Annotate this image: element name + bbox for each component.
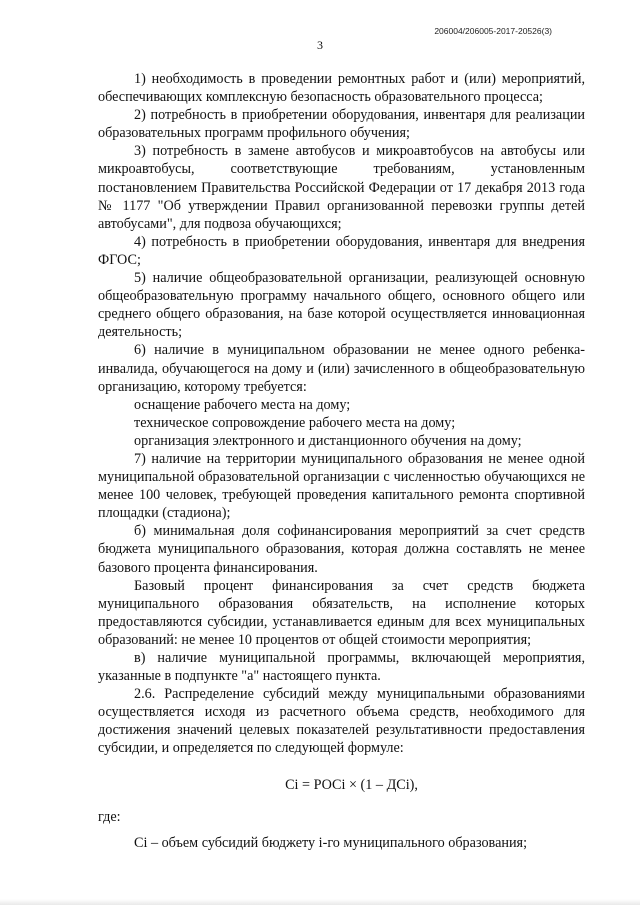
paragraph-2-6: 2.6. Распределение субсидий между муниципальными образованиями осуществляется исходя из расчетного объема средств, необходимого для достижения значений целевых показателей результативности предоставления субсидии, и определяется по следующей формуле: <box>98 686 585 757</box>
paragraph-item-2: 2) потребность в приобретении оборудования, инвентаря для реализации образовательных программ профильного обучения; <box>98 107 585 142</box>
definition: Сi – объем субсидий бюджету i-го муниципального образования; <box>134 834 528 851</box>
scan-edge <box>0 899 640 905</box>
sub-item: организация электронного и дистанционного обучения на дому; <box>134 432 522 449</box>
sub-item: оснащение рабочего места на дому; <box>134 396 351 413</box>
paragraph-item-7: 7) наличие на территории муниципального образования не менее одной муниципальной образовательной организации с численностью обучающихся не менее 100 человек, требующей проведения капитального ремонта спортивной площадки (стадиона); <box>98 450 585 522</box>
document-body <box>98 70 585 866</box>
paragraph-item-4: 4) потребность в приобретении оборудования, инвентаря для внедрения ФГОС; <box>98 233 585 268</box>
page-number: 3 <box>317 38 323 52</box>
paragraph-item-1: 1) необходимость в проведении ремонтных работ и (или) мероприятий, обеспечивающих комплексную безопасность образовательного процесса; <box>98 71 585 106</box>
paragraph-item-5: 5) наличие общеобразовательной организации, реализующей основную общеобразовательную программу начального общего, основного общего или среднего общего образования, на базе которой осуществляется инновационная деятельность; <box>98 270 585 341</box>
paragraph-base-percent: Базовый процент финансирования за счет средств бюджета муниципального образования обязательств, на исполнение которых предоставляются субсидии, устанавливается единым для всех муниципальных образований: не менее 10 процентов от общей стоимости мероприятия; <box>98 577 585 648</box>
formula: Сi = РОСi × (1 – ДСi), <box>285 776 418 793</box>
paragraph-item-3: 3) потребность в замене автобусов и микроавтобусов на автобусы или микроавтобусы, соответствующие требованиям, установленным постановлением Правительства Российской Федерации от 17 декабря 2013 года № 1177 "Об утверждении Правил организованной перевозки группы детей автобусами", для подвоза обучающихся; <box>98 143 585 232</box>
paragraph-item-v: в) наличие муниципальной программы, включающей мероприятия, указанные в подпункте "а" настоящего пункта. <box>98 650 585 685</box>
paragraph-item-b: б) минимальная доля софинансирования мероприятий за счет средств бюджета муниципального образования, которая должна составлять не менее базового процента финансирования. <box>98 523 585 576</box>
document-code: 206004/206005-2017-20526(3) <box>434 26 552 36</box>
where-label: где: <box>98 808 121 825</box>
sub-item: техническое сопровождение рабочего места на дому; <box>134 414 456 431</box>
paragraph-item-6: 6) наличие в муниципальном образовании не менее одного ребенка-инвалида, обучающегося на дому и (или) зачисленного в общеобразовательную организацию, которому требуется: <box>98 342 585 395</box>
